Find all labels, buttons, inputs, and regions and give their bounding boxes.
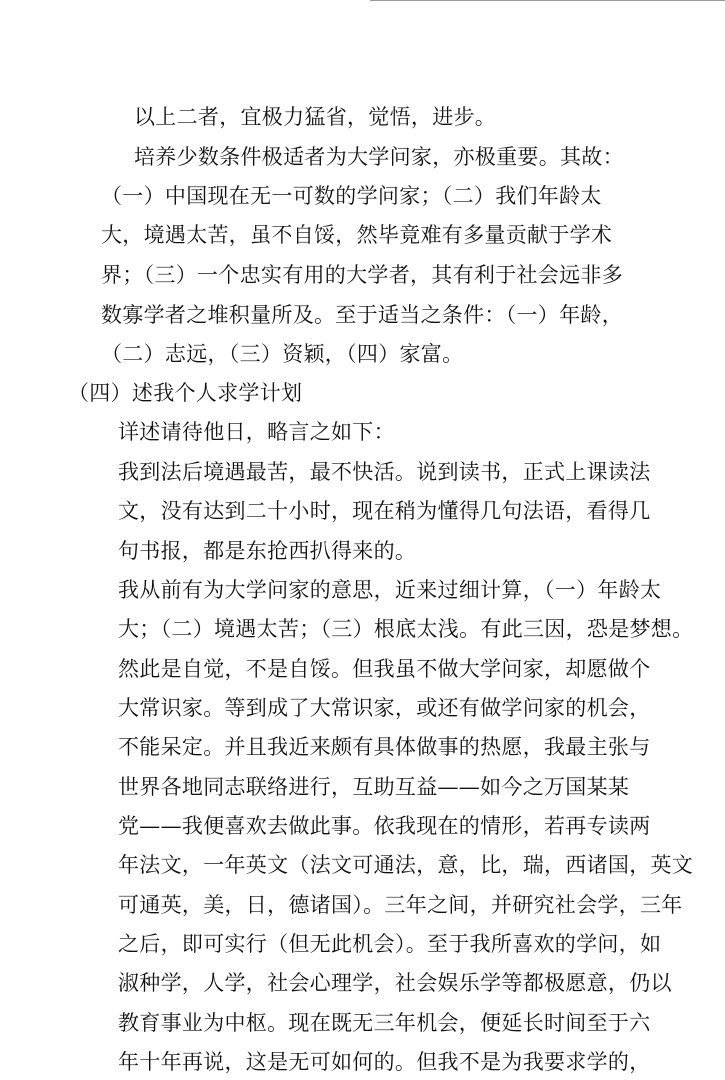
text-line: 大，境遇太苦，虽不自馁，然毕竟难有多量贡献于学术 bbox=[101, 223, 613, 247]
text-line: 世界各地同志联络进行，互助互益——如今之万国某某 bbox=[118, 775, 630, 799]
text-line: 可通英，美，日，德诸国）。三年之间，并研究社会学，三年 bbox=[118, 893, 683, 917]
text-line: 培养少数条件极适者为大学问家，亦极重要。其故： bbox=[134, 145, 624, 169]
text-line: 党——我便喜欢去做此事。依我现在的情形，若再专读两 bbox=[118, 814, 651, 838]
text-line: 年十年再说，这是无可如何的。但我不是为我要求学的， bbox=[118, 1050, 651, 1074]
page-top-rule bbox=[370, 0, 725, 1]
text-line: 文，没有达到二十小时，现在稍为懂得几句法语，看得几 bbox=[118, 499, 651, 523]
text-line: 详述请待他日，略言之如下： bbox=[118, 420, 395, 444]
text-line: （二）志远，（三）资颖，（四）家富。 bbox=[101, 342, 464, 366]
text-line: 不能呆定。并且我近来颇有具体做事的热愿，我最主张与 bbox=[118, 735, 651, 759]
text-line: 我从前有为大学问家的意思，近来过细计算，（一）年龄太 bbox=[118, 578, 662, 602]
text-line: 大常识家。等到成了大常识家，或还有做学问家的机会， bbox=[118, 696, 651, 720]
text-line: 然此是自觉，不是自馁。但我虽不做大学问家，却愿做个 bbox=[118, 657, 651, 681]
text-line: 以上二者，宜极力猛省，觉悟，进步。 bbox=[134, 105, 497, 129]
text-line: 教育事业为中枢。现在既无三年机会，便延长时间至于六 bbox=[118, 1011, 651, 1035]
text-line: （一）中国现在无一可数的学问家；（二）我们年龄太 bbox=[101, 184, 602, 208]
section-heading: （四）述我个人求学计划 bbox=[68, 381, 303, 405]
text-line: 数寡学者之堆积量所及。至于适当之条件：（一）年龄， bbox=[101, 303, 623, 327]
text-line: 界；（三）一个忠实有用的大学者，其有利于社会远非多 bbox=[101, 263, 623, 287]
text-line: 淑种学，人学，社会心理学，社会娱乐学等都极愿意，仍以 bbox=[118, 971, 672, 995]
text-line: 年法文，一年英文（法文可通法，意，比，瑞，西诸国，英文 bbox=[118, 853, 694, 877]
text-line: 我到法后境遇最苦，最不快活。说到读书，正式上课读法 bbox=[118, 460, 651, 484]
text-line: 大；（二）境遇太苦；（三）根底太浅。有此三因，恐是梦想。 bbox=[118, 617, 694, 641]
text-line: 句书报，都是东抢西扒得来的。 bbox=[118, 539, 417, 563]
text-line: 之后，即可实行（但无此机会）。至于我所喜欢的学问，如 bbox=[118, 932, 662, 956]
